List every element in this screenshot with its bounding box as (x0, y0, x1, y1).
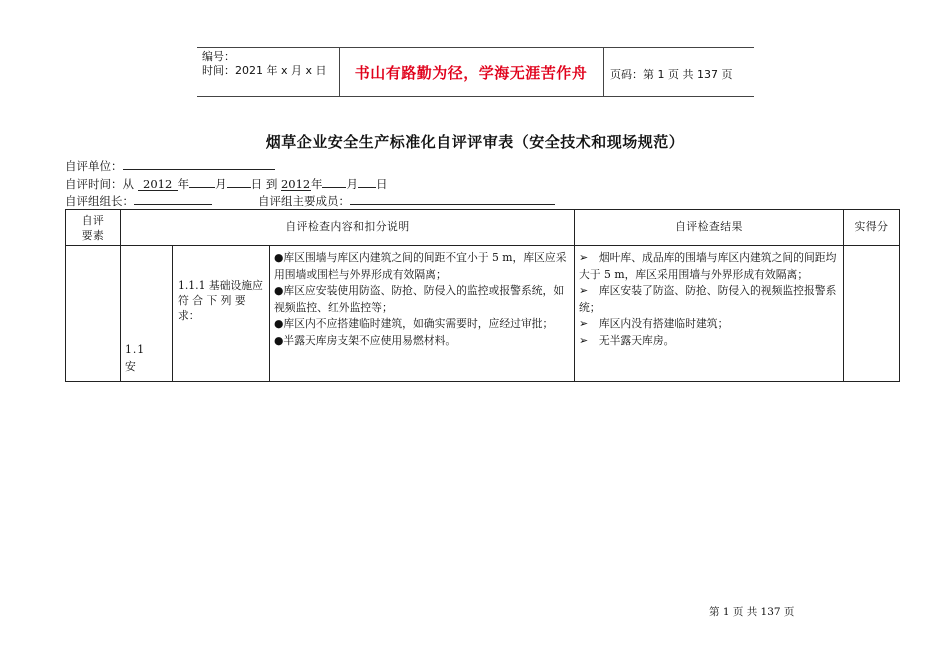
day2-char: 日 (375, 177, 388, 191)
element-label: 1.1 安 (125, 343, 157, 373)
result-cell (575, 246, 844, 382)
item-cell (173, 246, 270, 382)
item-label: 1.1.1 基础设施应 符 合 下 列 要求： (178, 279, 263, 322)
year1: 2012 (143, 177, 173, 191)
members-blank (350, 192, 555, 205)
leader-label: 自评组组长： (65, 194, 134, 208)
header-score: 实得分 (844, 210, 900, 246)
element-cell (121, 246, 173, 382)
page-footer: 第 1 页 共 137 页 (709, 606, 795, 618)
time-prefix: 自评时间：从 (65, 177, 134, 191)
content-item: ●库区围墙与库区内建筑之间的间距不宜小于 5 m，库区应采用围墙或围栏与外界形成有效隔离； (274, 251, 567, 281)
leader-blank (134, 192, 212, 205)
header-bottom-rule (197, 96, 754, 97)
month2-blank (322, 175, 346, 188)
meta-time-line (65, 175, 387, 192)
header-time: 时间：2021 年 x 月 x 日 (202, 64, 327, 77)
year1-char: 年 (177, 177, 190, 191)
header-content: 自评检查内容和扣分说明 (121, 210, 575, 246)
content-cell (270, 246, 575, 382)
content-item: ●半露天库房支架不应使用易燃材料。 (274, 333, 457, 347)
month1-blank (189, 175, 215, 188)
result-item: ➢ 库区内没有搭建临时建筑； (579, 317, 729, 330)
table-header-row (66, 210, 900, 246)
header-result: 自评检查结果 (575, 210, 844, 246)
day1-char: 日 (250, 177, 263, 191)
meta-members (258, 192, 555, 209)
unit-blank (123, 157, 275, 170)
header-divider-right (603, 47, 604, 97)
header-left (202, 50, 327, 78)
year2-field (281, 177, 311, 191)
meta-unit-line (65, 157, 275, 174)
day1-blank (227, 175, 251, 188)
header-number: 编号： (202, 50, 235, 63)
header-page-info: 页码：第 1 页 共 137 页 (610, 68, 733, 81)
day2-blank (358, 175, 376, 188)
year2-char: 年 (310, 177, 323, 191)
year1-field (138, 177, 178, 191)
evaluation-table (65, 209, 900, 382)
year2: 2012 (280, 177, 311, 191)
month1-char: 月 (215, 177, 227, 191)
element-empty-cell (66, 246, 121, 382)
score-cell (844, 246, 900, 382)
to-label: 到 (265, 177, 278, 191)
month2-char: 月 (346, 177, 358, 191)
content-item: ●库区内不应搭建临时建筑，如确实需要时，应经过审批； (274, 317, 554, 330)
header-element: 自评 要素 (66, 210, 121, 246)
unit-label: 自评单位： (65, 159, 123, 173)
document-title: 烟草企业安全生产标准化自评评审表（安全技术和现场规范） (265, 133, 685, 151)
header-top-rule (197, 47, 754, 48)
result-item: ➢ 烟叶库、成品库的围墙与库区内建筑之间的间距均大于 5 m，库区采用围墙与外界形成有效隔离； (579, 251, 837, 281)
header-motto: 书山有路勤为径，学海无涯苦作舟 (354, 64, 588, 82)
members-label: 自评组主要成员： (258, 194, 350, 208)
table-row (66, 246, 900, 382)
result-item: ➢ 库区安装了防盗、防抢、防侵入的视频监控报警系统； (579, 284, 837, 314)
meta-group-line (65, 192, 212, 209)
content-item: ●库区应安装使用防盗、防抢、防侵入的监控或报警系统，如视频监控、红外监控等； (274, 284, 565, 314)
result-item: ➢ 无半露天库房。 (579, 333, 675, 347)
